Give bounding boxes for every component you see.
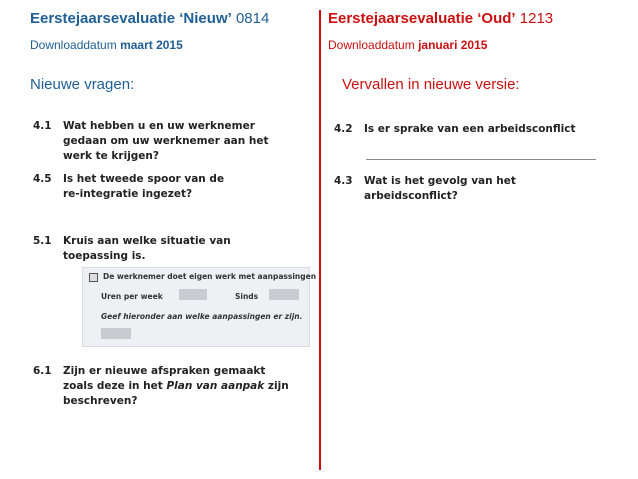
right-section-title: Vervallen in nieuwe versie: xyxy=(342,76,520,93)
question-line: Is het tweede spoor van de xyxy=(63,173,225,185)
question-4-2 xyxy=(334,122,576,137)
question-line: beschreven? xyxy=(63,395,138,407)
right-download-value: januari 2015 xyxy=(418,38,488,52)
question-number: 4.3 xyxy=(334,175,353,187)
since-label: Sinds xyxy=(235,292,259,301)
question-line: Wat is het gevolg van het xyxy=(364,175,516,187)
question-number: 4.2 xyxy=(334,123,353,135)
question-4-3 xyxy=(334,174,516,204)
left-download-label: Downloaddatum xyxy=(30,38,117,52)
question-5-1 xyxy=(33,234,231,264)
left-download-date xyxy=(30,38,183,52)
left-title-main: Eerstejaarsevaluatie ‘Nieuw’ xyxy=(30,10,232,27)
question-line: Zijn er nieuwe afspraken gemaakt xyxy=(63,365,266,377)
checkbox[interactable] xyxy=(89,273,98,282)
question-line-italic: Plan van aanpak xyxy=(166,380,265,392)
column-divider xyxy=(319,10,321,470)
right-title-number: 1213 xyxy=(519,10,554,27)
question-line-part: zoals deze in het xyxy=(63,380,167,392)
right-title xyxy=(328,10,553,27)
question-4-5 xyxy=(33,172,224,202)
right-download-label: Downloaddatum xyxy=(328,38,415,52)
since-input[interactable] xyxy=(269,289,299,300)
question-line: Is er sprake van een arbeidsconflict xyxy=(364,123,576,135)
form-snippet xyxy=(82,267,317,347)
right-download-date xyxy=(328,38,487,52)
question-6-1 xyxy=(33,364,289,409)
right-title-main: Eerstejaarsevaluatie ‘Oud’ xyxy=(328,10,516,27)
form-option-row xyxy=(89,272,316,282)
question-line: gedaan om uw werknemer aan het xyxy=(63,135,269,147)
hours-label: Uren per week xyxy=(101,292,163,301)
left-download-value: maart 2015 xyxy=(120,38,183,52)
question-number: 4.1 xyxy=(33,120,52,132)
left-title-number: 0814 xyxy=(235,10,270,27)
question-line: toepassing is. xyxy=(63,250,146,262)
question-line: re-integratie ingezet? xyxy=(63,188,193,200)
left-section-title: Nieuwe vragen: xyxy=(30,76,135,93)
left-title xyxy=(30,10,269,27)
answer-line xyxy=(366,159,596,160)
question-line: arbeidsconflict? xyxy=(364,190,458,202)
question-line: Wat hebben u en uw werknemer xyxy=(63,120,255,132)
form-option-label: De werknemer doet eigen werk met aanpassingen xyxy=(103,272,317,281)
question-number: 4.5 xyxy=(33,173,52,185)
question-number: 5.1 xyxy=(33,235,52,247)
question-line-part: zijn xyxy=(264,380,289,392)
question-line: werk te krijgen? xyxy=(63,150,159,162)
question-line: Kruis aan welke situatie van xyxy=(63,235,231,247)
hours-input[interactable] xyxy=(179,289,207,300)
question-4-1 xyxy=(33,119,269,164)
question-number: 6.1 xyxy=(33,365,52,377)
form-note: Geef hieronder aan welke aanpassingen er zijn. xyxy=(101,312,303,321)
adjustments-input[interactable] xyxy=(101,328,131,339)
